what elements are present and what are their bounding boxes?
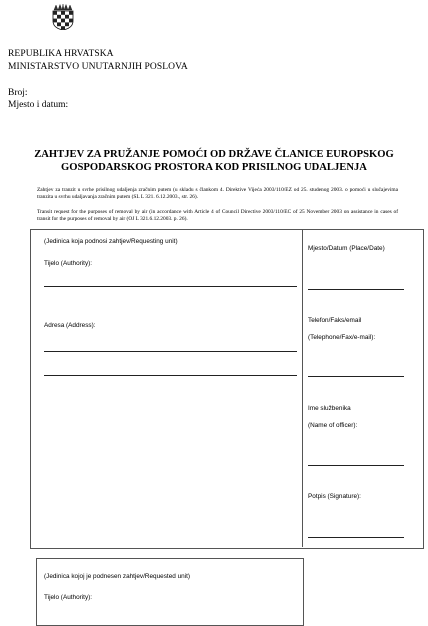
place-date-field-label: Mjesto/Datum (Place/Date) (308, 245, 385, 252)
place-date-label: Mjesto i datum: (8, 100, 69, 110)
intro-croatian: Zahtjev za tranzit u svrhe prisilnog udaljenja zračnim putem (u skladu s člankom 4. Direktive Vijeća 2003/110/EZ od 25. studenog 2003. o pomoći u slučajevima tranzita u svrhu udaljavanja zračnim putem (SL L 321. 6.12.2003., str. 26). (37, 187, 398, 201)
document-title (20, 148, 408, 174)
croatian-coat-of-arms-icon (52, 4, 74, 30)
form-column-divider (302, 230, 303, 547)
officer-label-line2: (Name of officer): (308, 422, 358, 429)
place-date-line[interactable] (308, 289, 404, 290)
signature-label: Potpis (Signature): (308, 493, 361, 500)
address-label: Adresa (Address): (44, 322, 96, 329)
phone-line[interactable] (308, 376, 404, 377)
request-form-box (30, 229, 424, 549)
phone-label-line1: Telefon/Faks/email (308, 317, 362, 324)
authority-line[interactable] (44, 286, 297, 287)
intro-english: Transit request for the purposes of removal by air (in accordance with Article 4 of Council Directive 2003/110/EC of 25 November 2003 on assistance in cases of transit for the purposes of removal by air (OJ L 321.6.12.2003. p. 26). (37, 209, 398, 223)
officer-line[interactable] (308, 465, 404, 466)
crown-icon (54, 4, 72, 10)
requested-authority-label: Tijelo (Authority): (44, 594, 93, 601)
phone-label-line2: (Telephone/Fax/e-mail): (308, 334, 376, 341)
officer-label-line1: Ime službenika (308, 405, 351, 412)
requested-unit-box (36, 558, 304, 626)
number-label: Broj: (8, 88, 28, 98)
country-name: REPUBLIKA HRVATSKA (8, 49, 114, 59)
address-line-1[interactable] (44, 351, 297, 352)
authority-label: Tijelo (Authority): (44, 260, 93, 267)
title-line-2: GOSPODARSKOG PROSTORA KOD PRISILNOG UDALJENJA (61, 162, 367, 173)
title-line-1: ZAHTJEV ZA PRUŽANJE POMOĆI OD DRŽAVE ČLANICE EUROPSKOG (34, 149, 394, 160)
requested-unit-label: (Jedinica kojoj je podnesen zahtjev/Requested unit) (44, 573, 191, 580)
address-line-2[interactable] (44, 375, 297, 376)
requesting-unit-label: (Jedinica koja podnosi zahtjev/Requesting unit) (44, 238, 178, 245)
signature-line[interactable] (308, 537, 404, 538)
ministry-name: MINISTARSTVO UNUTARNJIH POSLOVA (8, 62, 188, 72)
